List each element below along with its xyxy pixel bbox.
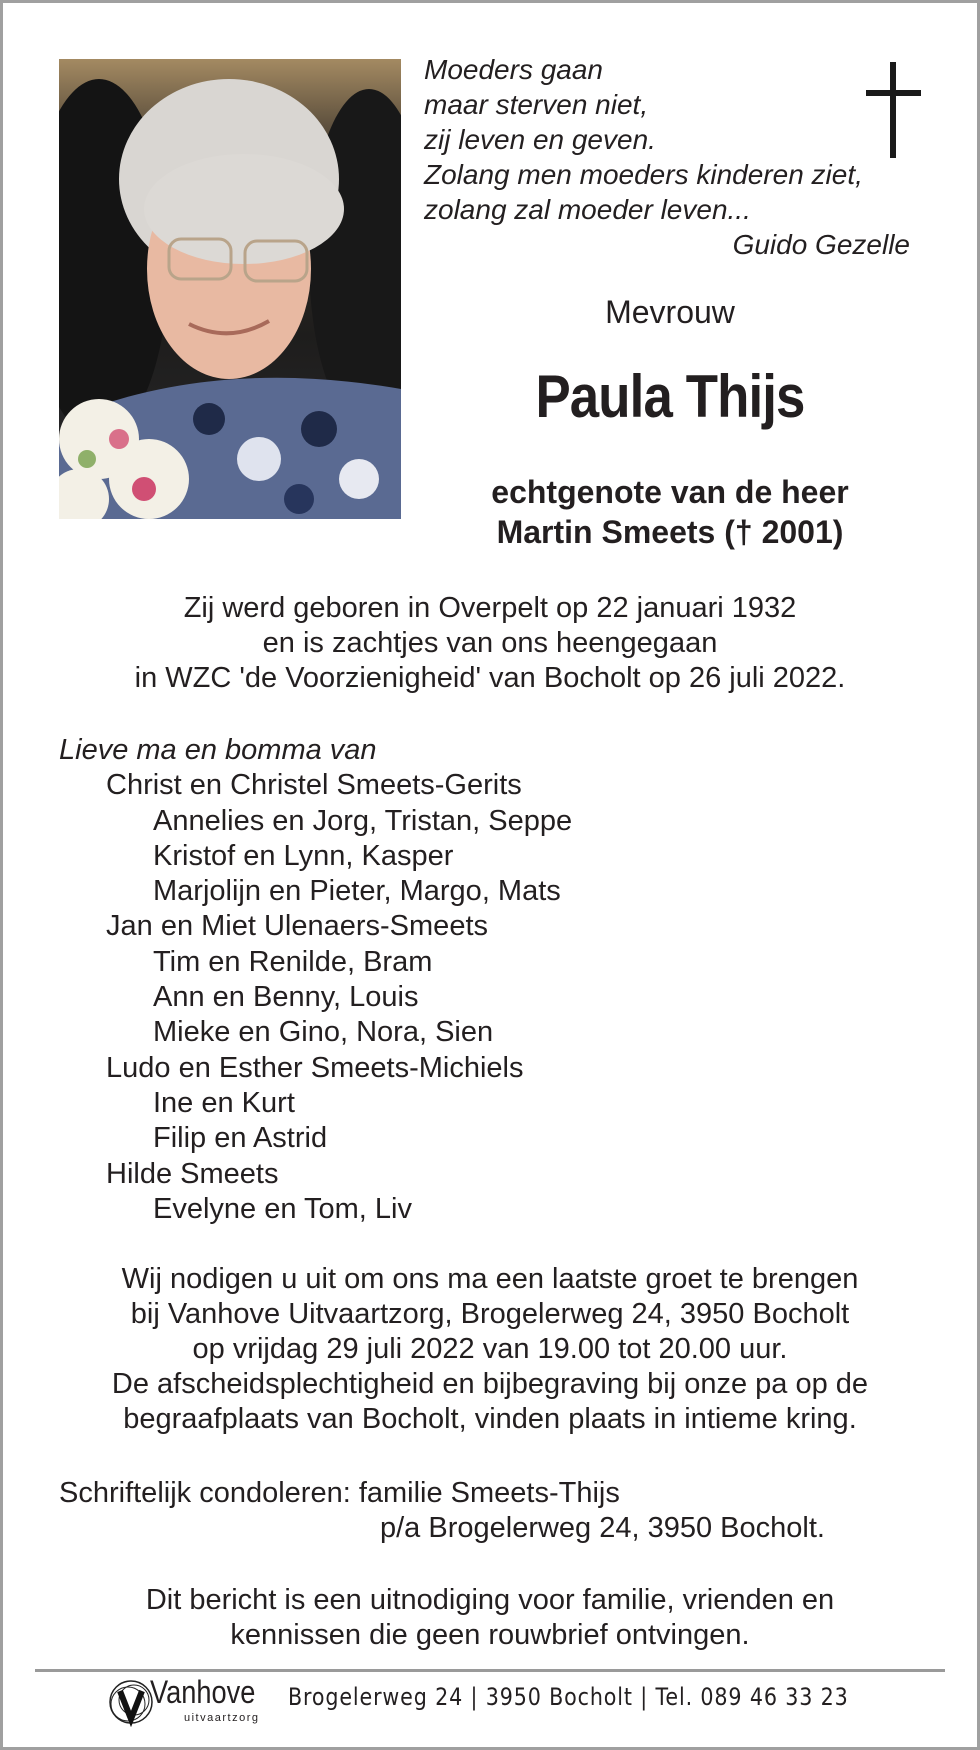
- birth-death-text: [40, 591, 940, 696]
- family-member: Ine en Kurt: [153, 1086, 295, 1119]
- text-line: De afscheidsplechtigheid en bijbegraving bij onze pa op de: [111, 1368, 869, 1400]
- condolences: [59, 1476, 825, 1546]
- family-heading: Lieve ma en bomma van: [59, 734, 377, 766]
- text-line: Wij nodigen u uit om ons ma een laatste groet te brengen: [121, 1263, 859, 1295]
- family-member: Kristof en Lynn, Kasper: [153, 839, 454, 872]
- family-member: Christ en Christel Smeets-Gerits: [106, 769, 522, 802]
- text-line: op vrijdag 29 juli 2022 van 19.00 tot 20.00 uur.: [192, 1333, 788, 1365]
- family-member: Ludo en Esther Smeets-Michiels: [106, 1051, 524, 1084]
- deceased-name: Paula Thijs: [535, 363, 805, 430]
- text-line: Zij werd geboren in Overpelt op 22 januari 1932: [183, 592, 797, 624]
- text-line: begraafplaats van Bocholt, vinden plaats in intieme kring.: [123, 1403, 857, 1435]
- vanhove-logo-name: Vanhove: [150, 1674, 256, 1710]
- family-member: Mieke en Gino, Nora, Sien: [153, 1016, 494, 1049]
- poem-line: Moeders gaan: [424, 54, 604, 85]
- family-member: Annelies en Jorg, Tristan, Seppe: [153, 804, 573, 837]
- vanhove-logo-sub: uitvaartzorg: [184, 1712, 260, 1724]
- family-member: Tim en Renilde, Bram: [153, 945, 433, 978]
- footer-contact: Brogelerweg 24 | 3950 Bocholt | Tel. 089 46 33 23: [288, 1683, 849, 1711]
- poem-line: zolang zal moeder leven...: [424, 194, 751, 225]
- condolences-line-1: Schriftelijk condoleren: familie Smeets-Thijs: [59, 1477, 620, 1509]
- cross-icon: [890, 62, 896, 158]
- poem-line: Zolang men moeders kinderen ziet,: [424, 159, 863, 190]
- family-member: Hilde Smeets: [106, 1157, 279, 1190]
- text-line: Dit bericht is een uitnodiging voor familie, vrienden en: [145, 1584, 835, 1616]
- condolences-line-2: p/a Brogelerweg 24, 3950 Bocholt.: [380, 1512, 825, 1544]
- text-line: en is zachtjes van ons heengegaan: [262, 627, 718, 659]
- cross-icon-bar: [866, 90, 921, 96]
- spouse-line-1: echtgenote van de heer: [491, 474, 849, 510]
- spouse-line-2: Martin Smeets († 2001): [496, 514, 844, 550]
- notice-text: [40, 1583, 940, 1653]
- spouse-info: [440, 472, 900, 552]
- invitation-text: [40, 1262, 940, 1437]
- poem-line: maar sterven niet,: [424, 89, 649, 120]
- family-member: Marjolijn en Pieter, Margo, Mats: [153, 875, 561, 908]
- portrait-photo: [59, 59, 401, 519]
- honorific: Mevrouw: [605, 294, 735, 330]
- family-list: [59, 733, 572, 1227]
- text-line: in WZC 'de Voorzienigheid' van Bocholt op 26 juli 2022.: [134, 662, 846, 694]
- text-line: kennissen die geen rouwbrief ontvingen.: [230, 1619, 750, 1651]
- family-member: Jan en Miet Ulenaers-Smeets: [106, 910, 488, 943]
- family-member: Evelyne en Tom, Liv: [153, 1192, 412, 1225]
- text-line: bij Vanhove Uitvaartzorg, Brogelerweg 24, 3950 Bocholt: [130, 1298, 850, 1330]
- family-member: Filip en Astrid: [153, 1122, 328, 1155]
- family-member: Ann en Benny, Louis: [153, 981, 419, 1014]
- poem-line: zij leven en geven.: [424, 124, 656, 155]
- poem: [424, 52, 910, 262]
- vanhove-logo-icon: [106, 1677, 156, 1727]
- poem-author: Guido Gezelle: [732, 229, 910, 260]
- footer-divider: [35, 1669, 945, 1672]
